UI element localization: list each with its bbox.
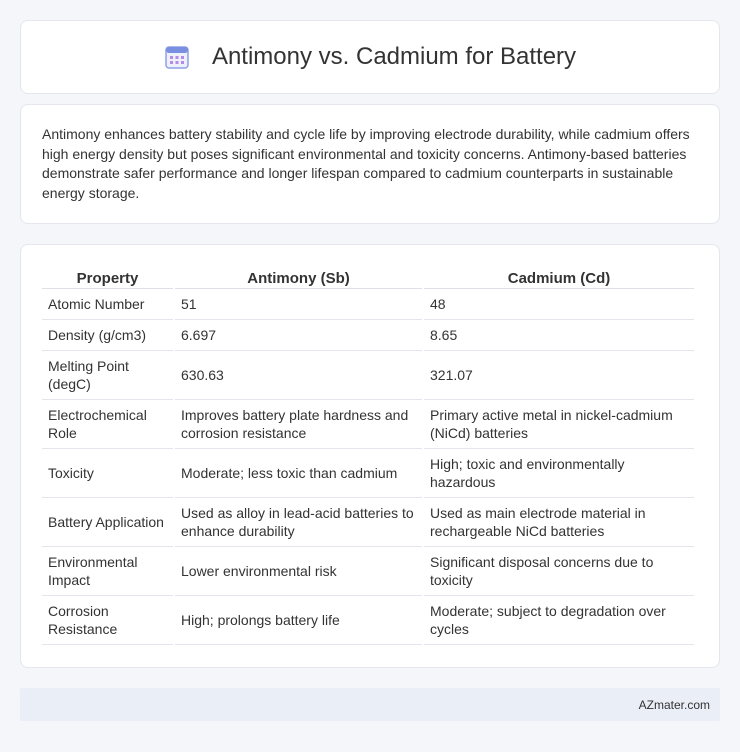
cell-antimony: Lower environmental risk [175, 547, 422, 596]
cell-property: Electrochemical Role [42, 400, 173, 449]
cell-property: Toxicity [42, 449, 173, 498]
cell-property: Atomic Number [42, 289, 173, 320]
header-property: Property [42, 263, 173, 289]
intro-card [20, 104, 720, 224]
cell-antimony: Used as alloy in lead-acid batteries to enhance durability [175, 498, 422, 547]
cell-cadmium: 321.07 [424, 351, 694, 400]
table-row [42, 449, 694, 498]
cell-cadmium: 48 [424, 289, 694, 320]
cell-cadmium: 8.65 [424, 320, 694, 351]
cell-property: Density (g/cm3) [42, 320, 173, 351]
cell-cadmium: High; toxic and environmentally hazardous [424, 449, 694, 498]
cell-antimony: High; prolongs battery life [175, 596, 422, 645]
cell-antimony: 630.63 [175, 351, 422, 400]
comparison-table [40, 263, 696, 645]
cell-cadmium: Significant disposal concerns due to toxicity [424, 547, 694, 596]
intro-text: Antimony enhances battery stability and cycle life by improving electrode durability, while cadmium offers high energy density but poses significant environmental and toxicity concerns. Antimony-based batteries demonstrate safer performance and longer lifespan compared to cadmium counterparts in sustainable energy storage. [42, 126, 690, 201]
table-row [42, 547, 694, 596]
cell-property: Melting Point (degC) [42, 351, 173, 400]
cell-antimony: Improves battery plate hardness and corrosion resistance [175, 400, 422, 449]
table-card [20, 244, 720, 668]
table-row [42, 351, 694, 400]
calendar-icon [164, 44, 190, 70]
header-antimony: Antimony (Sb) [175, 263, 422, 289]
footer-site-link[interactable]: AZmater.com [638, 697, 710, 712]
cell-property: Environmental Impact [42, 547, 173, 596]
cell-antimony: Moderate; less toxic than cadmium [175, 449, 422, 498]
table-row [42, 498, 694, 547]
table-header-row [42, 263, 694, 289]
title-card [20, 20, 720, 94]
cell-cadmium: Moderate; subject to degradation over cycles [424, 596, 694, 645]
table-row [42, 289, 694, 320]
cell-antimony: 6.697 [175, 320, 422, 351]
footer [20, 688, 720, 721]
cell-property: Battery Application [42, 498, 173, 547]
table-row [42, 320, 694, 351]
cell-property: Corrosion Resistance [42, 596, 173, 645]
page-title: Antimony vs. Cadmium for Battery [211, 43, 577, 70]
header-cadmium: Cadmium (Cd) [424, 263, 694, 289]
cell-antimony: 51 [175, 289, 422, 320]
cell-cadmium: Primary active metal in nickel-cadmium (NiCd) batteries [424, 400, 694, 449]
table-row [42, 596, 694, 645]
table-row [42, 400, 694, 449]
cell-cadmium: Used as main electrode material in rechargeable NiCd batteries [424, 498, 694, 547]
